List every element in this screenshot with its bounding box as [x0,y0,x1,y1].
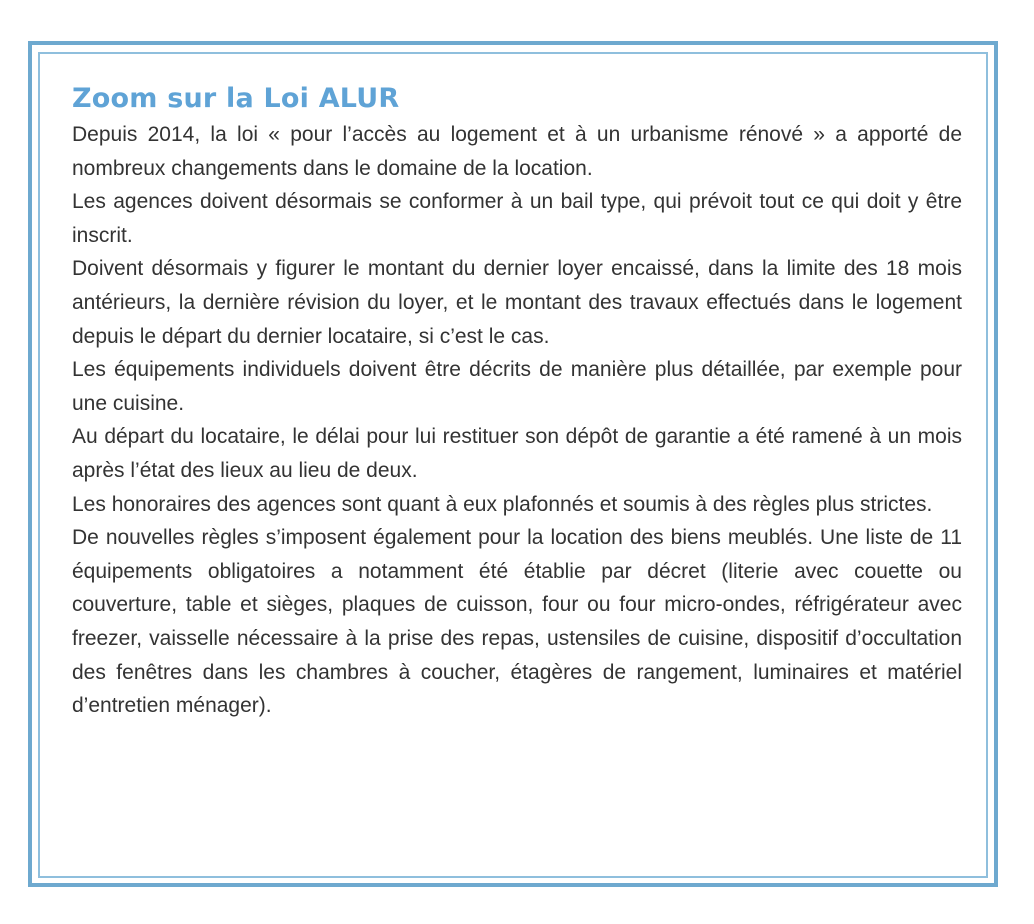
paragraph-loyer: Doivent désormais y figurer le montant du dernier loyer encaissé, dans la limite des 18 mois antérieurs, la dernière révision du loyer, et le montant des travaux effectués dans le logement depuis le départ du dernier locataire, si c’est le cas. [72,257,962,348]
paragraph-depot-garantie: Au départ du locataire, le délai pour lui restituer son dépôt de garantie a été ramené à un mois après l’état des lieux au lieu de deux. [72,425,962,482]
paragraph-equipements: Les équipements individuels doivent être décrits de manière plus détaillée, par exemple pour une cuisine. [72,358,962,415]
paragraph-intro: Depuis 2014, la loi « pour l’accès au logement et à un urbanisme rénové » a apporté de nombreux changements dans le domaine de la location. [72,123,962,180]
paragraph-honoraires: Les honoraires des agences sont quant à eux plafonnés et soumis à des règles plus strictes. [72,492,933,516]
info-box-content [72,82,962,723]
paragraph-bail-type: Les agences doivent désormais se conformer à un bail type, qui prévoit tout ce qui doit y être inscrit. [72,190,962,247]
box-title: Zoom sur la Loi ALUR [72,83,400,114]
paragraph-meubles: De nouvelles règles s’imposent également pour la location des biens meublés. Une liste de 11 équipements obligatoires a notamment été établie par décret (literie avec couette ou couverture, table et sièges, plaques de cuisson, four ou four micro-ondes, réfrigérateur avec freezer, vaisselle nécessaire à la prise des repas, ustensiles de cuisine, dispositif d’occultation des fenêtres dans les chambres à coucher, étagères de rangement, luminaires et matériel d’entretien ménager). [72,526,962,718]
